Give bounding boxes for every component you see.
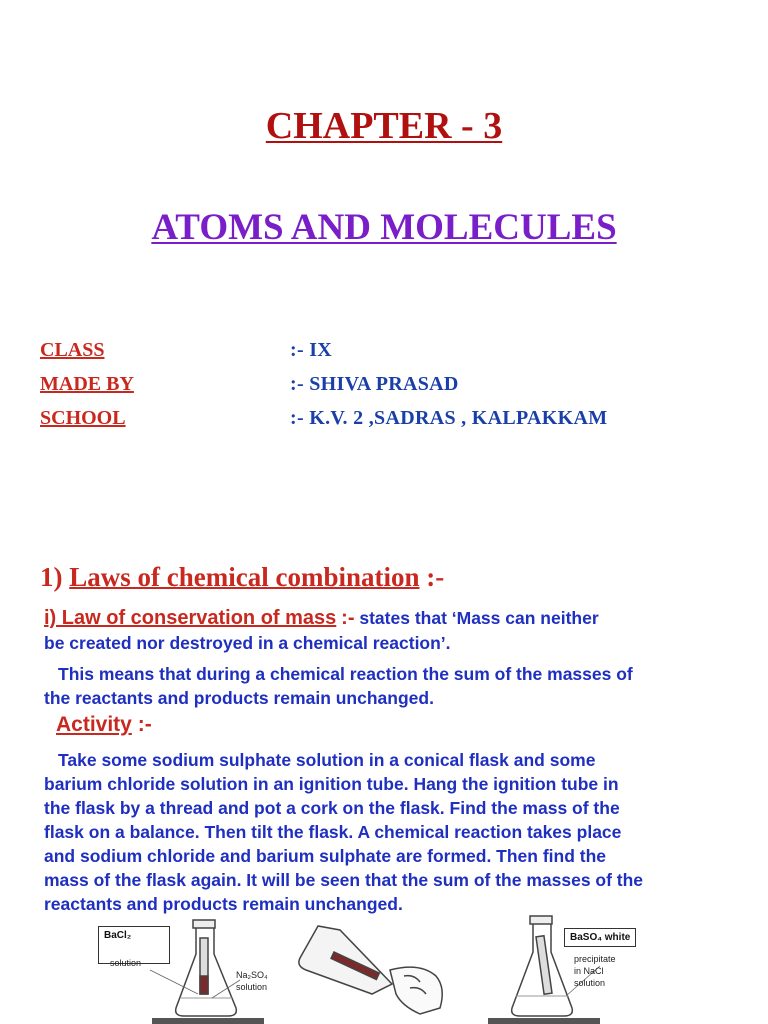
na2so4-solution-label: solution	[236, 982, 268, 992]
bacl2-solution-label: solution	[110, 958, 142, 968]
tilted-flask-icon	[299, 926, 442, 1014]
right-solution-label: solution	[574, 978, 606, 988]
activity-line: flask on a balance. Then tilt the flask. A chemical reaction takes place	[44, 822, 622, 842]
section-heading	[40, 562, 444, 593]
activity-heading	[56, 713, 152, 737]
law-meaning-line-2: the reactants and products remain unchanged.	[44, 688, 434, 708]
school-label: SCHOOL	[40, 407, 126, 429]
law-line-1	[44, 606, 599, 630]
law-line-2: be created nor destroyed in a chemical reaction’.	[44, 633, 451, 653]
class-label: CLASS	[40, 339, 105, 361]
law-label: i) Law of conservation of mass	[44, 607, 337, 629]
activity-line: the flask by a thread and pot a cork on the flask. Find the mass of the	[44, 798, 620, 818]
school-value: :- K.V. 2 ,SADRAS , KALPAKKAM	[290, 407, 608, 429]
section-number: 1)	[40, 562, 63, 592]
activity-line: reactants and products remain unchanged.	[44, 894, 403, 914]
bacl2-label: BaCl₂	[104, 930, 132, 941]
right-box-label: BaSO₄ white	[564, 928, 636, 947]
activity-line: and sodium chloride and barium sulphate are formed. Then find the	[44, 846, 607, 866]
activity-line: mass of the flask again. It will be seen that the sum of the masses of the	[44, 870, 644, 890]
right-balance-pan	[488, 1018, 600, 1024]
law-separator: :-	[341, 607, 355, 629]
precipitate-label: precipitate	[574, 954, 616, 964]
left-balance-pan	[152, 1018, 264, 1024]
activity-suffix: :-	[137, 713, 152, 736]
law-meaning-line-1: This means that during a chemical reaction the sum of the masses of	[58, 664, 633, 684]
class-value: :- IX	[290, 339, 333, 361]
section-heading-text: Laws of chemical combination	[69, 562, 420, 592]
activity-line: barium chloride solution in an ignition tube. Hang the ignition tube in	[44, 774, 619, 794]
activity-label: Activity	[56, 713, 132, 736]
chapter-subtitle: ATOMS AND MOLECULES	[151, 207, 617, 248]
made-by-label: MADE BY	[40, 373, 134, 395]
na2so4-label: Na₂SO₄	[236, 970, 268, 980]
made-by-value: :- SHIVA PRASAD	[290, 373, 459, 395]
activity-line: Take some sodium sulphate solution in a conical flask and some	[58, 750, 596, 770]
section-heading-suffix: :-	[426, 562, 445, 592]
in-nacl-label: in NaCl	[574, 966, 604, 976]
law-statement-start: states that ‘Mass can neither	[359, 608, 599, 628]
chapter-title: CHAPTER - 3	[265, 105, 503, 147]
